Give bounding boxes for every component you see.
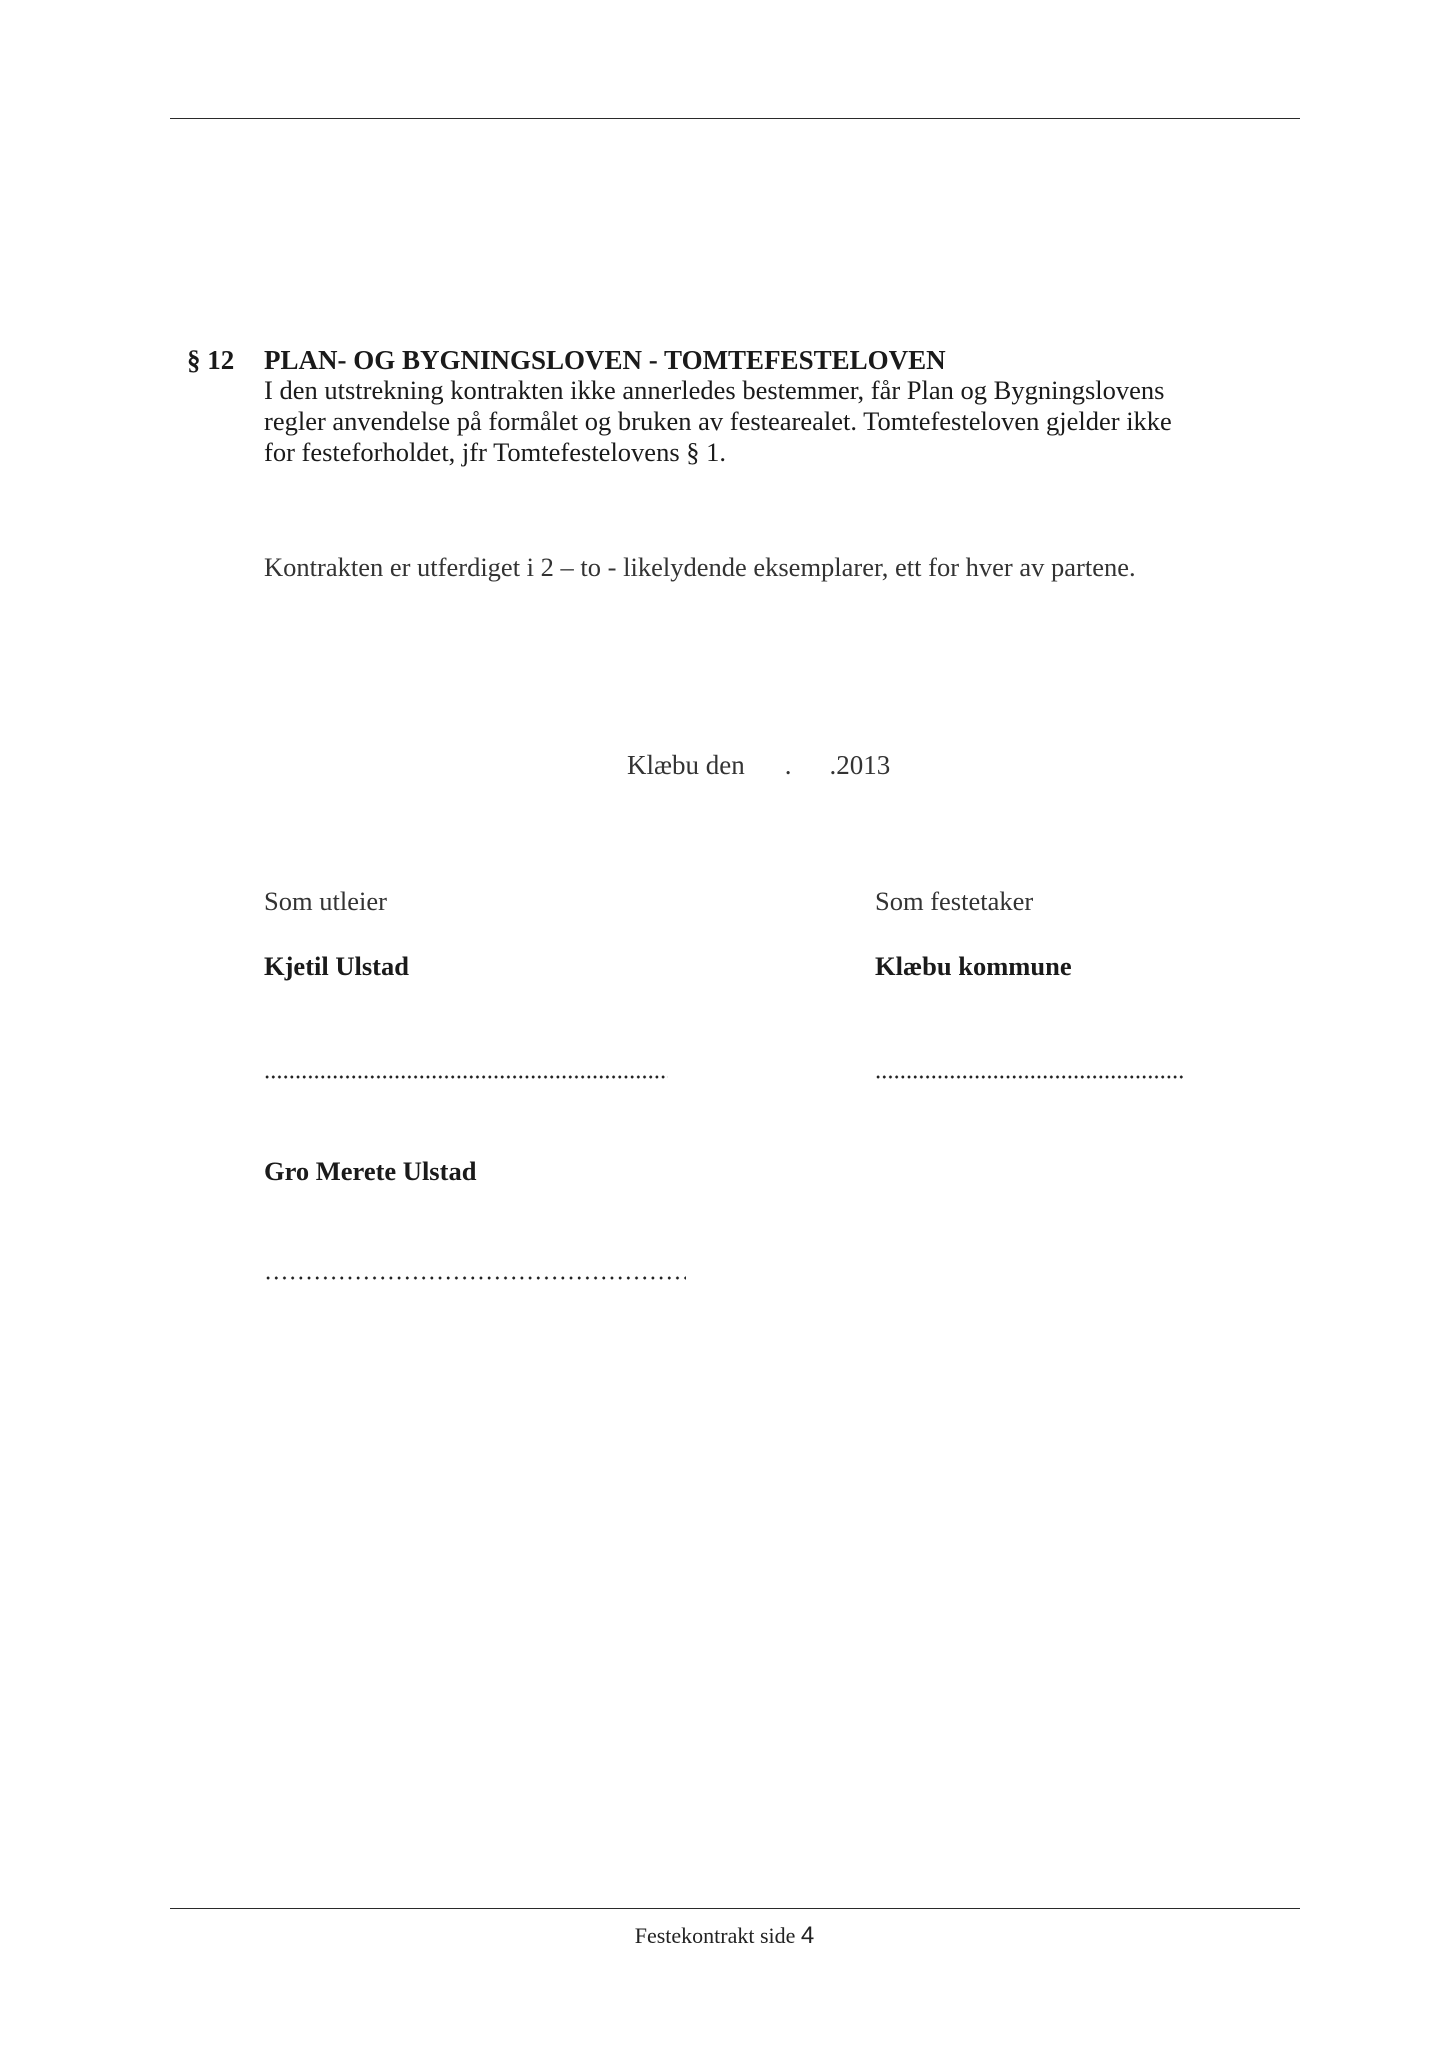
copies-statement: Kontrakten er utferdiget i 2 – to - likelydende eksemplarer, ett for hver av partene. [264, 552, 1136, 582]
place-label: Klæbu den [627, 750, 745, 780]
signature-role-utleier: Som utleier [264, 886, 387, 916]
footer-label: Festekontrakt side [634, 1923, 796, 1948]
date-dot: . [784, 750, 792, 780]
signature-name-festetaker: Klæbu kommune [875, 951, 1072, 981]
section-line: I den utstrekning kontrakten ikke annerledes bestemmer, får Plan og Bygningslovens [264, 375, 1165, 405]
section-number: § 12 [187, 345, 235, 375]
signature-block-utleier [264, 886, 409, 982]
section-body [264, 345, 1314, 468]
section-line: for festeforholdet, jfr Tomtefestelovens § 1. [264, 437, 727, 467]
signature-name-utleier: Kjetil Ulstad [264, 951, 409, 981]
signature-line-second-utleier [264, 1276, 686, 1280]
section-title: PLAN- OG BYGNINGSLOVEN - TOMTEFESTELOVEN [264, 345, 946, 375]
signature-line-festetaker [875, 1075, 1185, 1079]
signature-role-festetaker: Som festetaker [875, 886, 1034, 916]
signature-name-second-utleier: Gro Merete Ulstad [264, 1156, 477, 1186]
place-date [627, 750, 890, 781]
signature-block-festetaker [875, 886, 1072, 982]
section-paragraph [264, 375, 1314, 468]
date-year: .2013 [829, 750, 891, 780]
footer-rule [170, 1908, 1300, 1909]
page-number: 4 [800, 1922, 815, 1949]
section-line: regler anvendelse på formålet og bruken av festearealet. Tomtefesteloven gjelder ikke [264, 406, 1172, 436]
page-footer [0, 1922, 1449, 1950]
header-rule [170, 118, 1300, 119]
signature-line-utleier [264, 1075, 668, 1079]
